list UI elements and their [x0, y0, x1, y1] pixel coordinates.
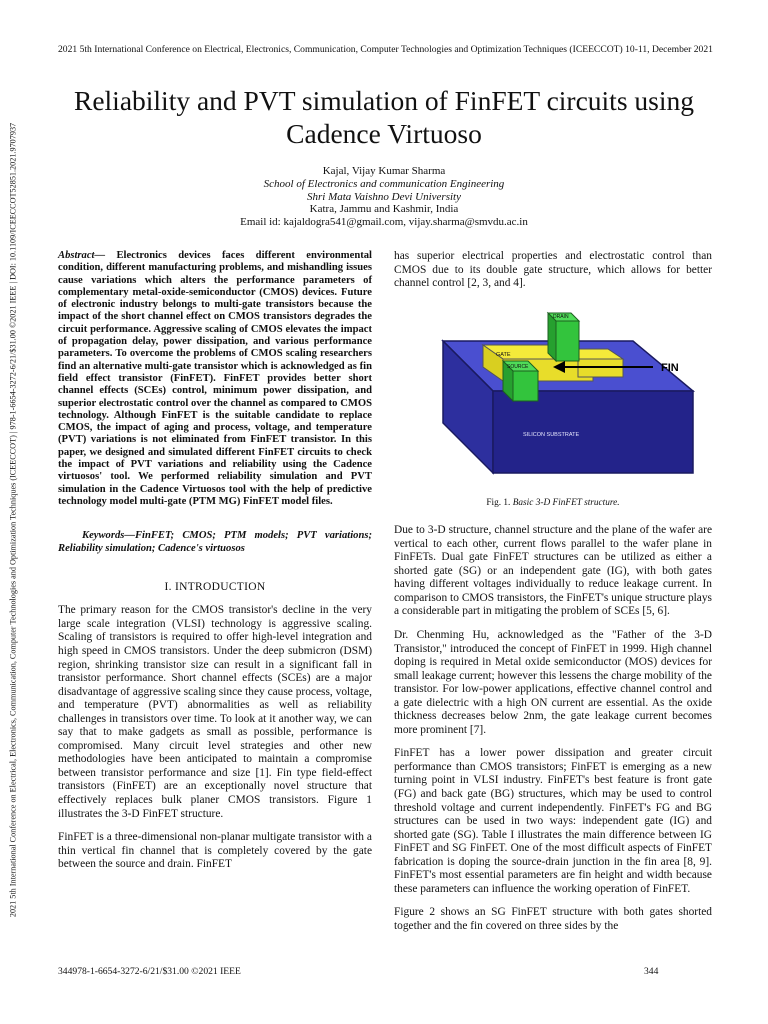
author-location: Katra, Jammu and Kashmir, India: [309, 203, 459, 216]
right-paragraph-1: Due to 3-D structure, channel structure and the plane of the wafer are vertical to each other, current flows parallel to the wafer plane in FinFETs. Dual gate FinFET structures can be utilized as either a shorted gate (SG) or an independent gate (IG), with both gates having different voltages individually to reduce leakage current. In comparison to CMOS transistors, the FinFET's unique structure plays a considerable part in mitigating the problem of SCEs [5, 6].: [394, 524, 712, 618]
substrate-label: SILICON SUBSTRATE: [523, 431, 580, 438]
author-names: Kajal, Vijay Kumar Sharma: [322, 165, 446, 177]
section-heading: I. INTRODUCTION: [164, 580, 266, 593]
abstract: [58, 250, 372, 508]
author-school: School of Electronics and communication Engineering: [263, 177, 505, 190]
footer-isbn: 344978-1-6654-3272-6/21/$31.00 ©2021 IEEE: [58, 966, 241, 977]
side-strip: [2, 40, 24, 1000]
conference-header: 2021 5th International Conference on Electrical, Electronics, Communication, Computer Technologies and Optimization Techniques (ICEECCOT) 10-11, December 2021: [58, 44, 713, 55]
left-column: [58, 250, 372, 882]
author-university: Shri Mata Vaishno Devi University: [307, 190, 461, 203]
author-email: Email id: kajaldogra541@gmail.com, vijay.sharma@smvdu.ac.in: [240, 216, 528, 229]
drain-label: DRAIN: [553, 313, 569, 320]
source-label: SOURCE: [507, 363, 529, 370]
caption-text: Basic 3-D FinFET structure.: [510, 497, 620, 508]
right-column: [394, 250, 712, 944]
drain-front: [548, 313, 556, 361]
finfet-figure: [403, 301, 703, 491]
author-block: [40, 165, 728, 229]
fin-label: FIN: [661, 361, 679, 374]
source-side: [513, 371, 538, 401]
caption-prefix: Fig. 1.: [486, 497, 511, 508]
abstract-text: Electronics devices faces different environmental condition, different manufacturing problems, and mishandling issues cause variations which alters the performance parameters of complementary metal-oxide-semiconductor (CMOS) devices. Future of electronic industry belongs to multi-gate transistors because the impact of the short channel effect on CMOS transistors degrades the circuit performance. Aggressive scaling of CMOS elevates the impact of propagation delay, power dissipation, and various performance parameters. To overcome the problems of CMOS scaling researchers find an alternative multi-gate transistor which is acknowledged as fin field effect transistor (FinFET). FinFET provides better short channel effects (SCEs) control, minimum power dissipation, and superior electrostatic control over the channel as compared to CMOS technology. Although FinFET is the suitable candidate to replace CMOS, the impact of aging and process, voltage, and temperature (PVT) variations is not eliminated from FinFET transistor. In this paper, we designed and simulated different FinFET circuits to check the impact of PVT variations and reliability using the Cadence virtuosos' tool. We performed reliability simulation and PVT simulation in the Cadence Virtuosos tool with the help of predictive technology model multi-gate (PTM MG) FinFET model files.: [58, 250, 372, 507]
right-paragraph-3: FinFET has a lower power dissipation and greater circuit performance than CMOS transistors; FinFET is emerging as a new turning point in VLSI industry. FinFET's best feature is front gate (FG) and back gate (BG) structures, which may be used to control threshold voltage and current independently. FinFET's FG and BG structures can be used in two ways: independent gate (IG) and shorted gate (SG). Table I illustrates the main difference between IG FinFET and SG FinFET. One of the most difficult aspects of FinFET fabrication is doping the source-drain junction in the fin area [8, 9]. FinFET's most essential parameters are fin height and width because these parameters can influence the working operation of FinFET.: [394, 747, 712, 895]
abstract-label: Abstract—: [58, 250, 106, 261]
page-number: 344: [644, 966, 659, 977]
right-paragraph-top: has superior electrical properties and electrostatic control than CMOS due to its double gate structure, which allows for better channel control [2, 3, and 4].: [394, 250, 712, 290]
drain-side: [556, 321, 579, 361]
keywords-label: Keywords—: [82, 530, 135, 542]
figure-caption: [394, 497, 712, 511]
gate-label: GATE: [496, 351, 511, 358]
page-title: Reliability and PVT simulation of FinFET circuits using Cadence Virtuoso: [73, 85, 694, 149]
right-paragraph-4: Figure 2 shows an SG FinFET structure with both gates shorted together and the fin covered on three sides by the: [394, 906, 712, 932]
intro-paragraph-1: The primary reason for the CMOS transistor's decline in the very large scale integration (VLSI) technology is aggressive scaling. Scaling of transistors is required to offer high-level integration and high speed in CMOS transistors. Under the deep submicron (DSM) region, shrinking transistor size can result in a significant fall in transistor performance. Short channel effects (SCEs) are a major disadvantage of aggressive scaling since they cause process, voltage, and temperature (PVT) abnormalities as well as reliability challenges in transistors over time. To look at it another way, we can say that to make gadgets as small as possible, performance is compromised. Many circuit level strategies and other new methodologies have been anticipated to maintain a compromise between transistor performance and size [1]. Fin type field-effect transistors (FinFET) are an exceptionally novel structure that effectively replaces bulk planer CMOS transistors. Figure 1 illustrates the 3-D FinFET structure.: [58, 604, 372, 820]
intro-paragraph-2: FinFET is a three-dimensional non-planar multigate transistor with a thin vertical fin channel that is completely covered by the gate between the source and drain. FinFET: [58, 831, 372, 871]
keywords: [58, 530, 372, 555]
keywords-text: FinFET; CMOS; PTM models; PVT variations; Reliability simulation; Cadence's virtuosos: [58, 530, 372, 554]
side-doi-text: 2021 5th International Conference on Electrical, Electronics, Communication, Computer Technologies and Optimization Techniques (ICEECCOT) | 978-1-6654-3272-6/21/$31.00 ©2021 IEEE | DOI: 10.1109/ICEECCOT52851.2021.9707937: [8, 122, 18, 918]
right-paragraph-2: Dr. Chenming Hu, acknowledged as the "Father of the 3-D Transistor," introduced the concept of FinFET in 1999. High channel doping is required in Metal oxide semiconductor (MOS) devices for small leakage current; however this lessens the charge mobility of the transistor. For low-power applications, effective channel control and a gate dielectric with a high ON current are essential. As the oxide thickness decreases below 2nm, the gate leakage current becomes more prominent [7].: [394, 629, 712, 736]
